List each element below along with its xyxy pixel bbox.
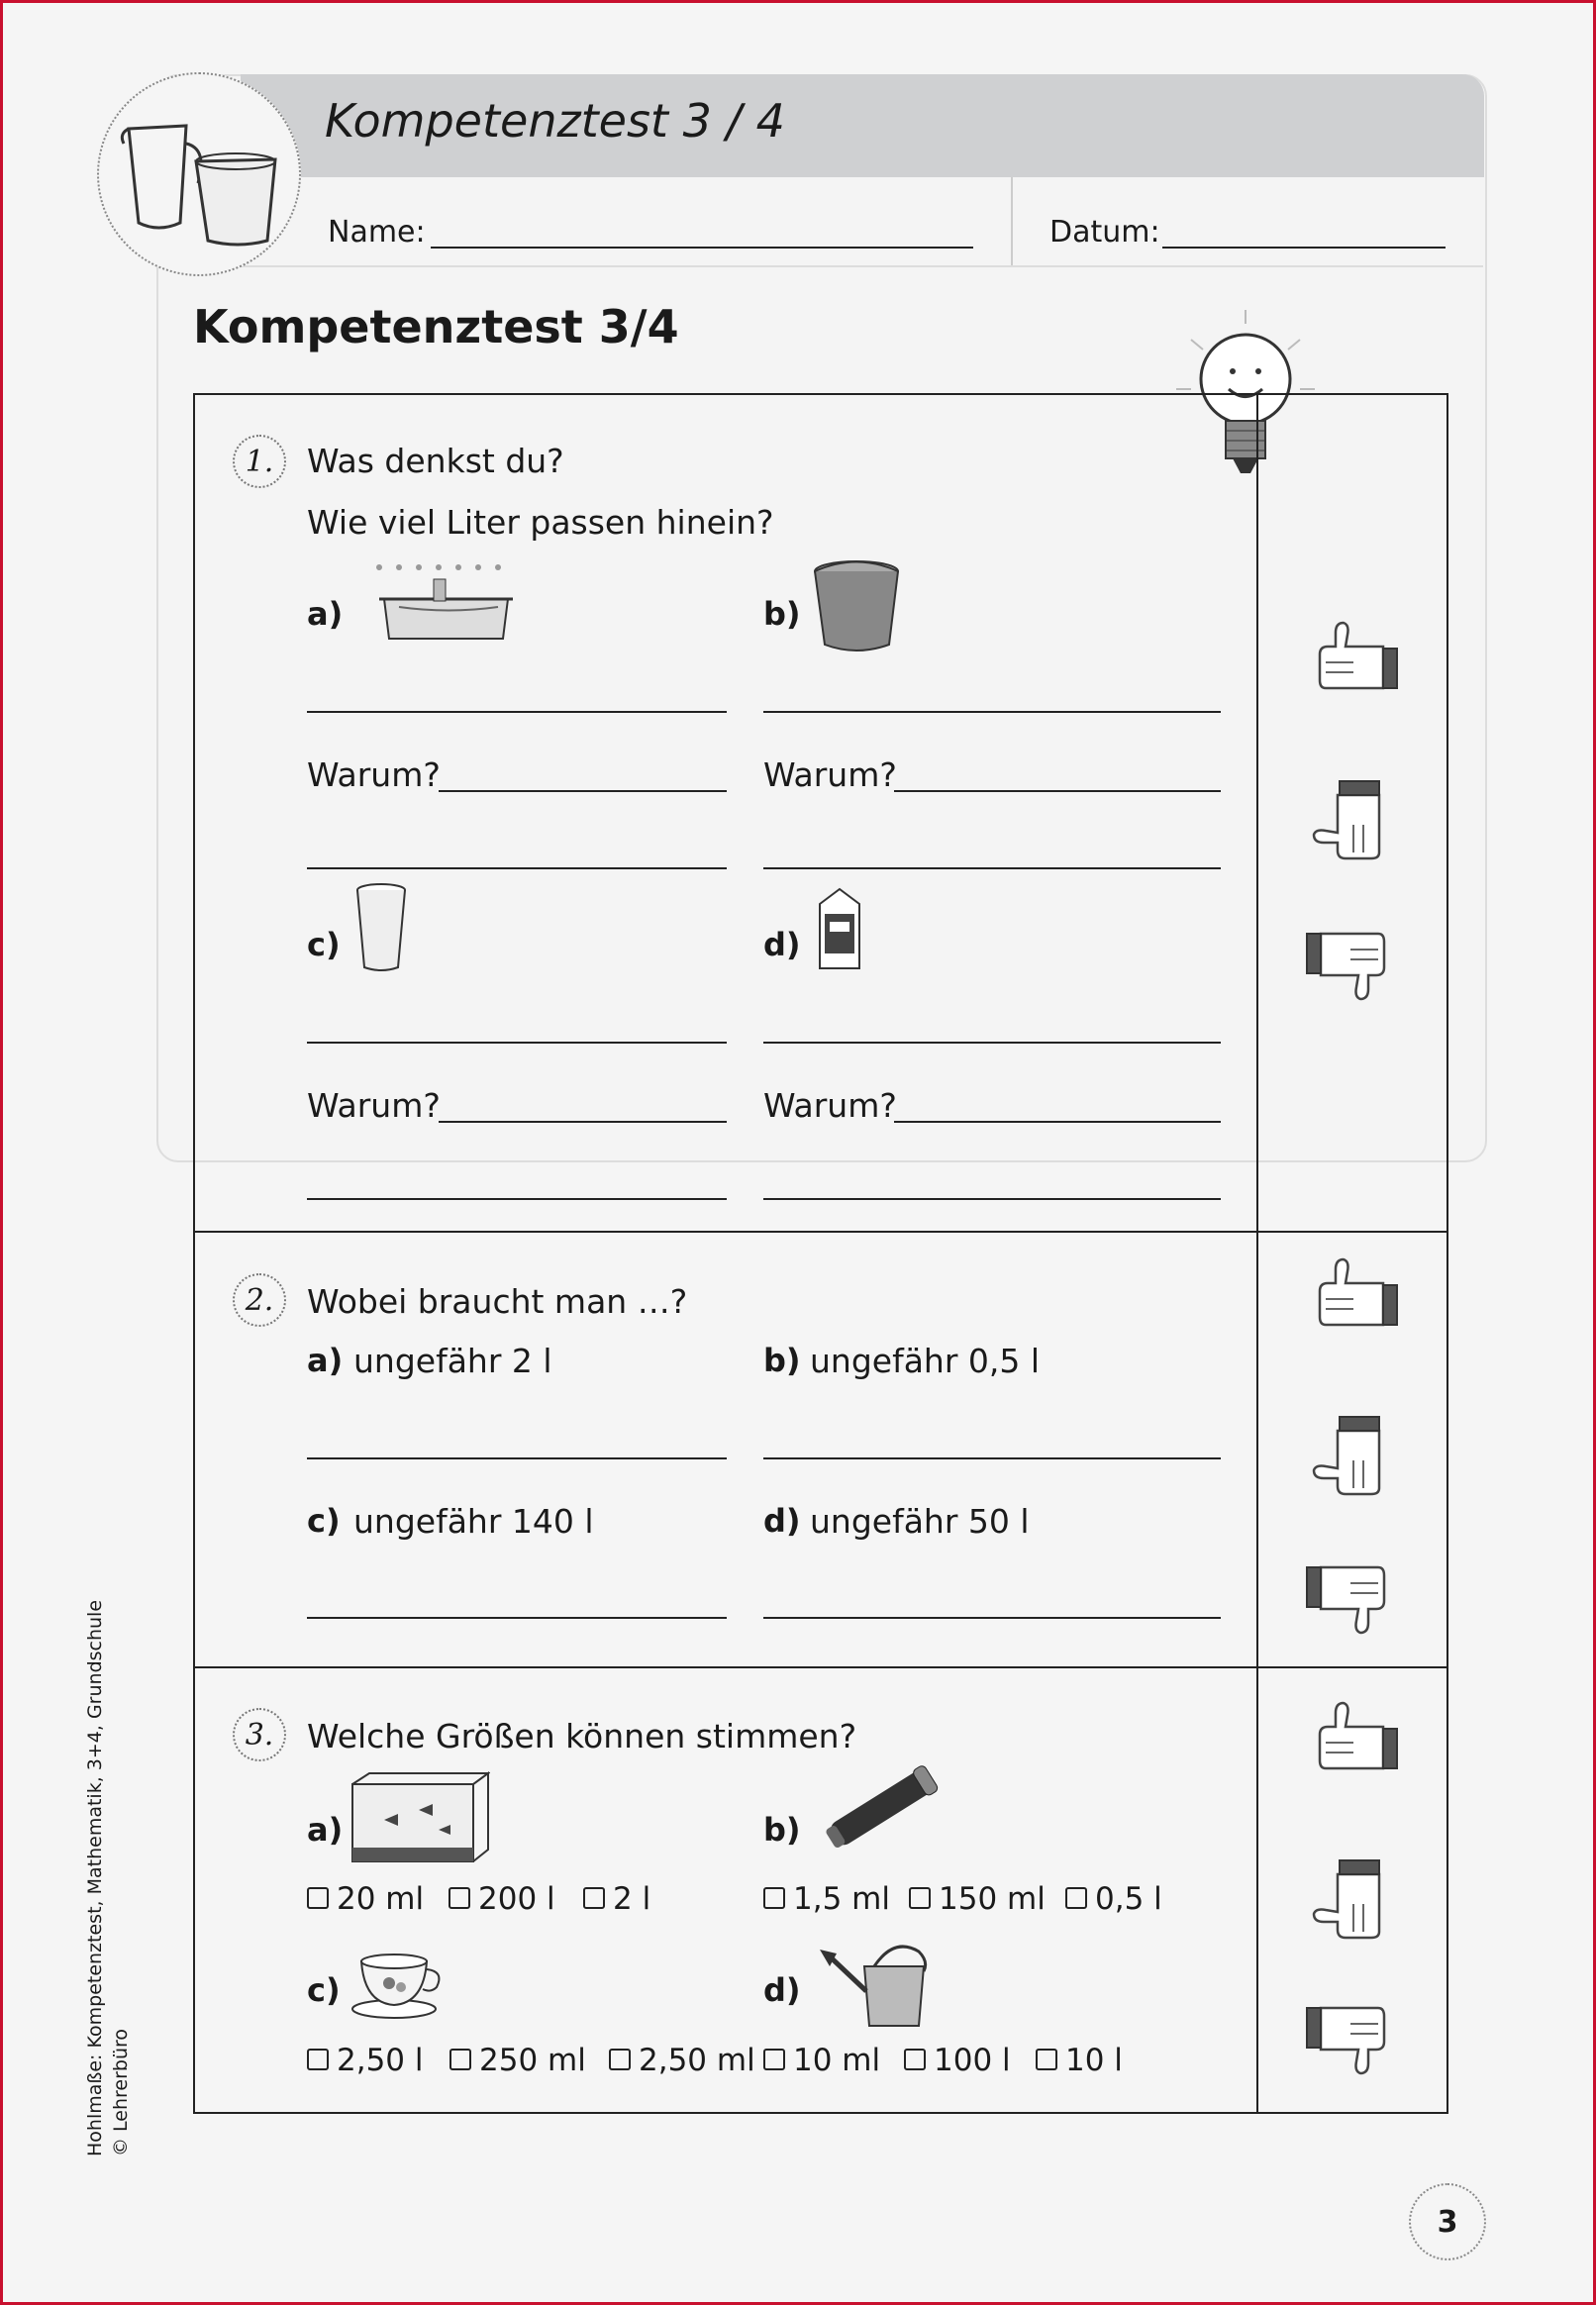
task2-a-text: ungefähr 2 l [353,1342,552,1380]
date-field[interactable] [1162,247,1446,249]
task1-a-answer-line[interactable] [307,711,727,713]
checkbox-icon [1036,2049,1057,2070]
task1-c-answer-line[interactable] [307,1042,727,1044]
checkbox-icon [763,2049,785,2070]
task3-a-label: a) [307,1811,344,1849]
task3-number: 3. [233,1708,286,1761]
bucket-icon [810,557,904,660]
task2-c-label: c) [307,1502,341,1540]
task1-b-label: b) [763,595,801,633]
copyright-text: © Lehrerbüro [110,2028,132,2156]
task1-d-warum: Warum? [763,1086,897,1125]
task3-a-option-1[interactable]: 20 ml [307,1881,424,1917]
task1-d-extra-line[interactable] [763,1198,1221,1200]
task2-b-label: b) [763,1342,801,1379]
task2-number: 2. [233,1273,286,1327]
task1-c-label: c) [307,926,341,963]
watering-can-icon [815,1932,953,2035]
task2-question: Wobei braucht man …? [307,1282,688,1321]
task3-a-option-2[interactable]: 200 l [449,1881,555,1917]
task2-b-answer-line[interactable] [763,1457,1221,1459]
header-divider [1011,177,1013,266]
task2-d-text: ungefähr 50 l [810,1502,1030,1541]
task2-d-label: d) [763,1502,801,1540]
date-label: Datum: [1049,215,1160,250]
task1-a-label: a) [307,595,344,633]
header-title: Kompetenztest 3 / 4 [325,94,785,148]
checkbox-icon [909,1887,931,1909]
thumb-sideways-icon[interactable] [1310,775,1404,873]
task3-d-option-2[interactable]: 100 l [904,2043,1011,2078]
page-title: Kompetenztest 3/4 [193,300,679,353]
bathtub-icon [359,559,528,657]
task2-a-answer-line[interactable] [307,1457,727,1459]
task3-b-option-1[interactable]: 1,5 ml [763,1881,890,1917]
task1-d-label: d) [763,926,801,963]
thumb-sideways-icon[interactable] [1310,1854,1404,1953]
task3-question: Welche Größen können stimmen? [307,1717,857,1755]
teacup-icon [349,1944,449,2027]
task1-d-warum-line[interactable] [894,1121,1221,1123]
task-separator-1 [193,1231,1448,1233]
task3-b-option-2[interactable]: 150 ml [909,1881,1046,1917]
name-label: Name: [328,215,426,250]
header-bottom-rule [156,265,1483,267]
checkbox-icon [1065,1887,1087,1909]
task2-c-answer-line[interactable] [307,1617,727,1619]
task3-b-label: b) [763,1811,801,1849]
task2-b-text: ungefähr 0,5 l [810,1342,1041,1380]
self-assessment-divider [1256,393,1258,2114]
side-note [82,1600,134,2156]
page-number: 3 [1409,2183,1486,2260]
aquarium-icon [349,1770,490,1871]
checkbox-icon [449,2049,471,2070]
jug-glass-illustration [97,72,301,276]
task3-c-option-2[interactable]: 250 ml [449,2043,586,2078]
task1-b-warum: Warum? [763,755,897,794]
glass-icon [354,882,409,980]
thumb-down-icon[interactable] [1296,1998,1390,2081]
thumb-down-icon[interactable] [1296,1557,1390,1641]
checkbox-icon [583,1887,605,1909]
task3-c-option-3[interactable]: 2,50 ml [609,2043,755,2078]
checkbox-icon [763,1887,785,1909]
task1-a-warum-line[interactable] [439,790,727,792]
task1-a-warum: Warum? [307,755,441,794]
task3-d-option-1[interactable]: 10 ml [763,2043,880,2078]
task1-number: 1. [233,435,286,488]
task1-b-answer-line[interactable] [763,711,1221,713]
task-separator-2 [193,1666,1448,1668]
thumb-up-icon[interactable] [1314,1255,1408,1339]
thumb-up-icon[interactable] [1314,1699,1408,1782]
task1-sub-question: Wie viel Liter passen hinein? [307,503,774,542]
task1-b-warum-line[interactable] [894,790,1221,792]
checkbox-icon [449,1887,470,1909]
task1-c-warum: Warum? [307,1086,441,1125]
task3-c-label: c) [307,1971,341,2009]
thumb-down-icon[interactable] [1296,924,1390,1007]
checkbox-icon [904,2049,926,2070]
task1-b-extra-line[interactable] [763,867,1221,869]
task3-c-option-1[interactable]: 2,50 l [307,2043,424,2078]
thumb-sideways-icon[interactable] [1310,1411,1404,1509]
tube-icon [815,1757,948,1855]
side-note-text: Hohlmaße: Kompetenztest, Mathematik, 3+4, Grundschule [84,1599,106,2156]
milk-carton-icon [815,884,864,977]
thumb-up-icon[interactable] [1314,619,1408,702]
task3-d-label: d) [763,1971,801,2009]
task3-d-option-3[interactable]: 10 l [1036,2043,1123,2078]
task1-c-extra-line[interactable] [307,1198,727,1200]
task2-d-answer-line[interactable] [763,1617,1221,1619]
task2-c-text: ungefähr 140 l [353,1502,594,1541]
task1-c-warum-line[interactable] [439,1121,727,1123]
checkbox-icon [307,2049,329,2070]
checkbox-icon [609,2049,631,2070]
name-field[interactable] [431,247,973,249]
task1-question: Was denkst du? [307,442,564,480]
checkbox-icon [307,1887,329,1909]
task3-b-option-3[interactable]: 0,5 l [1065,1881,1162,1917]
task3-a-option-3[interactable]: 2 l [583,1881,650,1917]
task1-d-answer-line[interactable] [763,1042,1221,1044]
task2-a-label: a) [307,1342,344,1379]
task1-a-extra-line[interactable] [307,867,727,869]
